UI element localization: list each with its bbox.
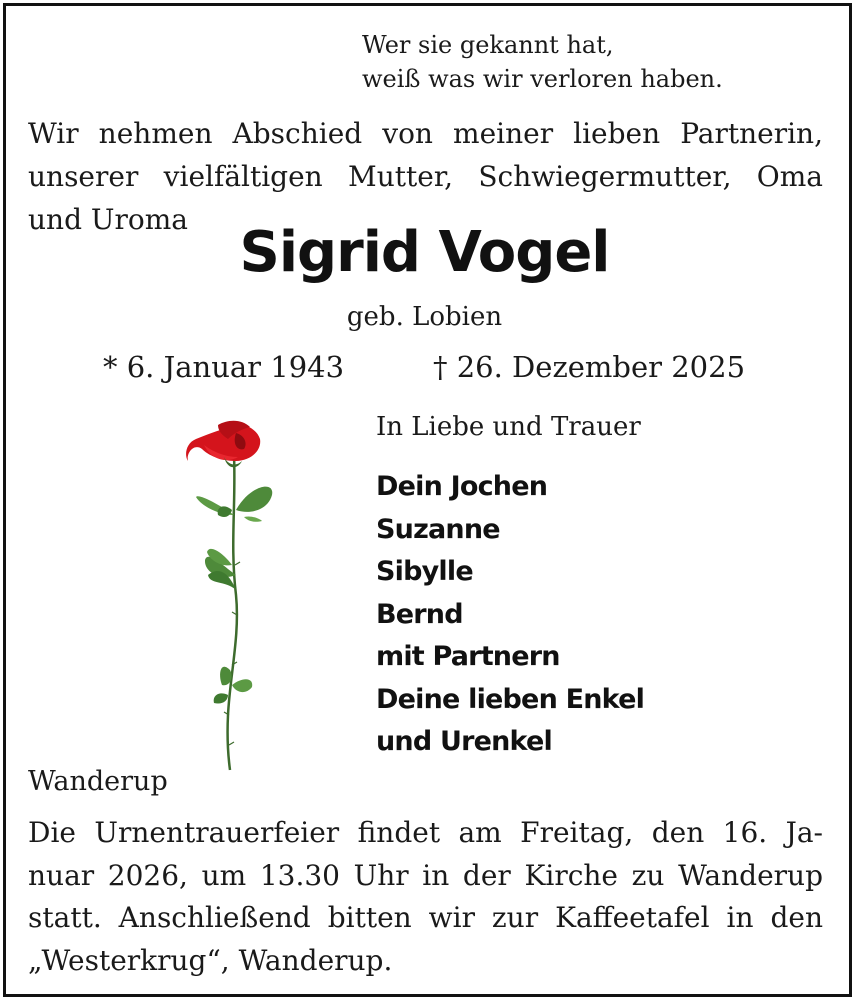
mourner-name: Deine lieben Enkel bbox=[376, 683, 645, 715]
service-line: „Westerkrug“, Wanderup. bbox=[28, 943, 393, 977]
motto-line: weiß was wir verloren haben. bbox=[362, 65, 723, 93]
intro-line: und Uroma bbox=[28, 203, 188, 236]
greeting: In Liebe und Trauer bbox=[376, 412, 641, 442]
service-line: nuar 2026, um 13.30 Uhr in der Kirche zu Wanderup bbox=[28, 858, 823, 892]
mourner-name: Dein Jochen bbox=[376, 471, 548, 502]
mourner-name: Sibylle bbox=[376, 556, 473, 587]
service-line: statt. Anschließend bitten wir zur Kaffeetafel in den bbox=[28, 901, 823, 934]
mourner-name: Suzanne bbox=[376, 513, 500, 545]
mourner-name: und Urenkel bbox=[376, 726, 552, 757]
birth-date: * 6. Januar 1943 bbox=[103, 350, 345, 384]
death-date: † 26. Dezember 2025 bbox=[433, 350, 746, 384]
town: Wanderup bbox=[28, 766, 168, 797]
motto bbox=[362, 28, 723, 96]
birth-name: geb. Lobien bbox=[346, 302, 503, 332]
mourner-name: Bernd bbox=[376, 598, 463, 630]
motto-line: Wer sie gekannt hat, bbox=[362, 31, 614, 59]
rose-icon bbox=[180, 415, 280, 775]
service-line: Die Urnentrauerfeier findet am Freitag, den 16. Ja- bbox=[28, 816, 823, 849]
intro-line: Wir nehmen Abschied von meiner lieben Partnerin, bbox=[28, 117, 823, 150]
deceased-name: Sigrid Vogel bbox=[239, 220, 610, 285]
service-announcement bbox=[28, 812, 823, 982]
intro-line: unserer vielfältigen Mutter, Schwiegermutter, Oma bbox=[28, 160, 823, 193]
mourner-name: mit Partnern bbox=[376, 641, 560, 672]
mourners-list bbox=[376, 466, 644, 764]
